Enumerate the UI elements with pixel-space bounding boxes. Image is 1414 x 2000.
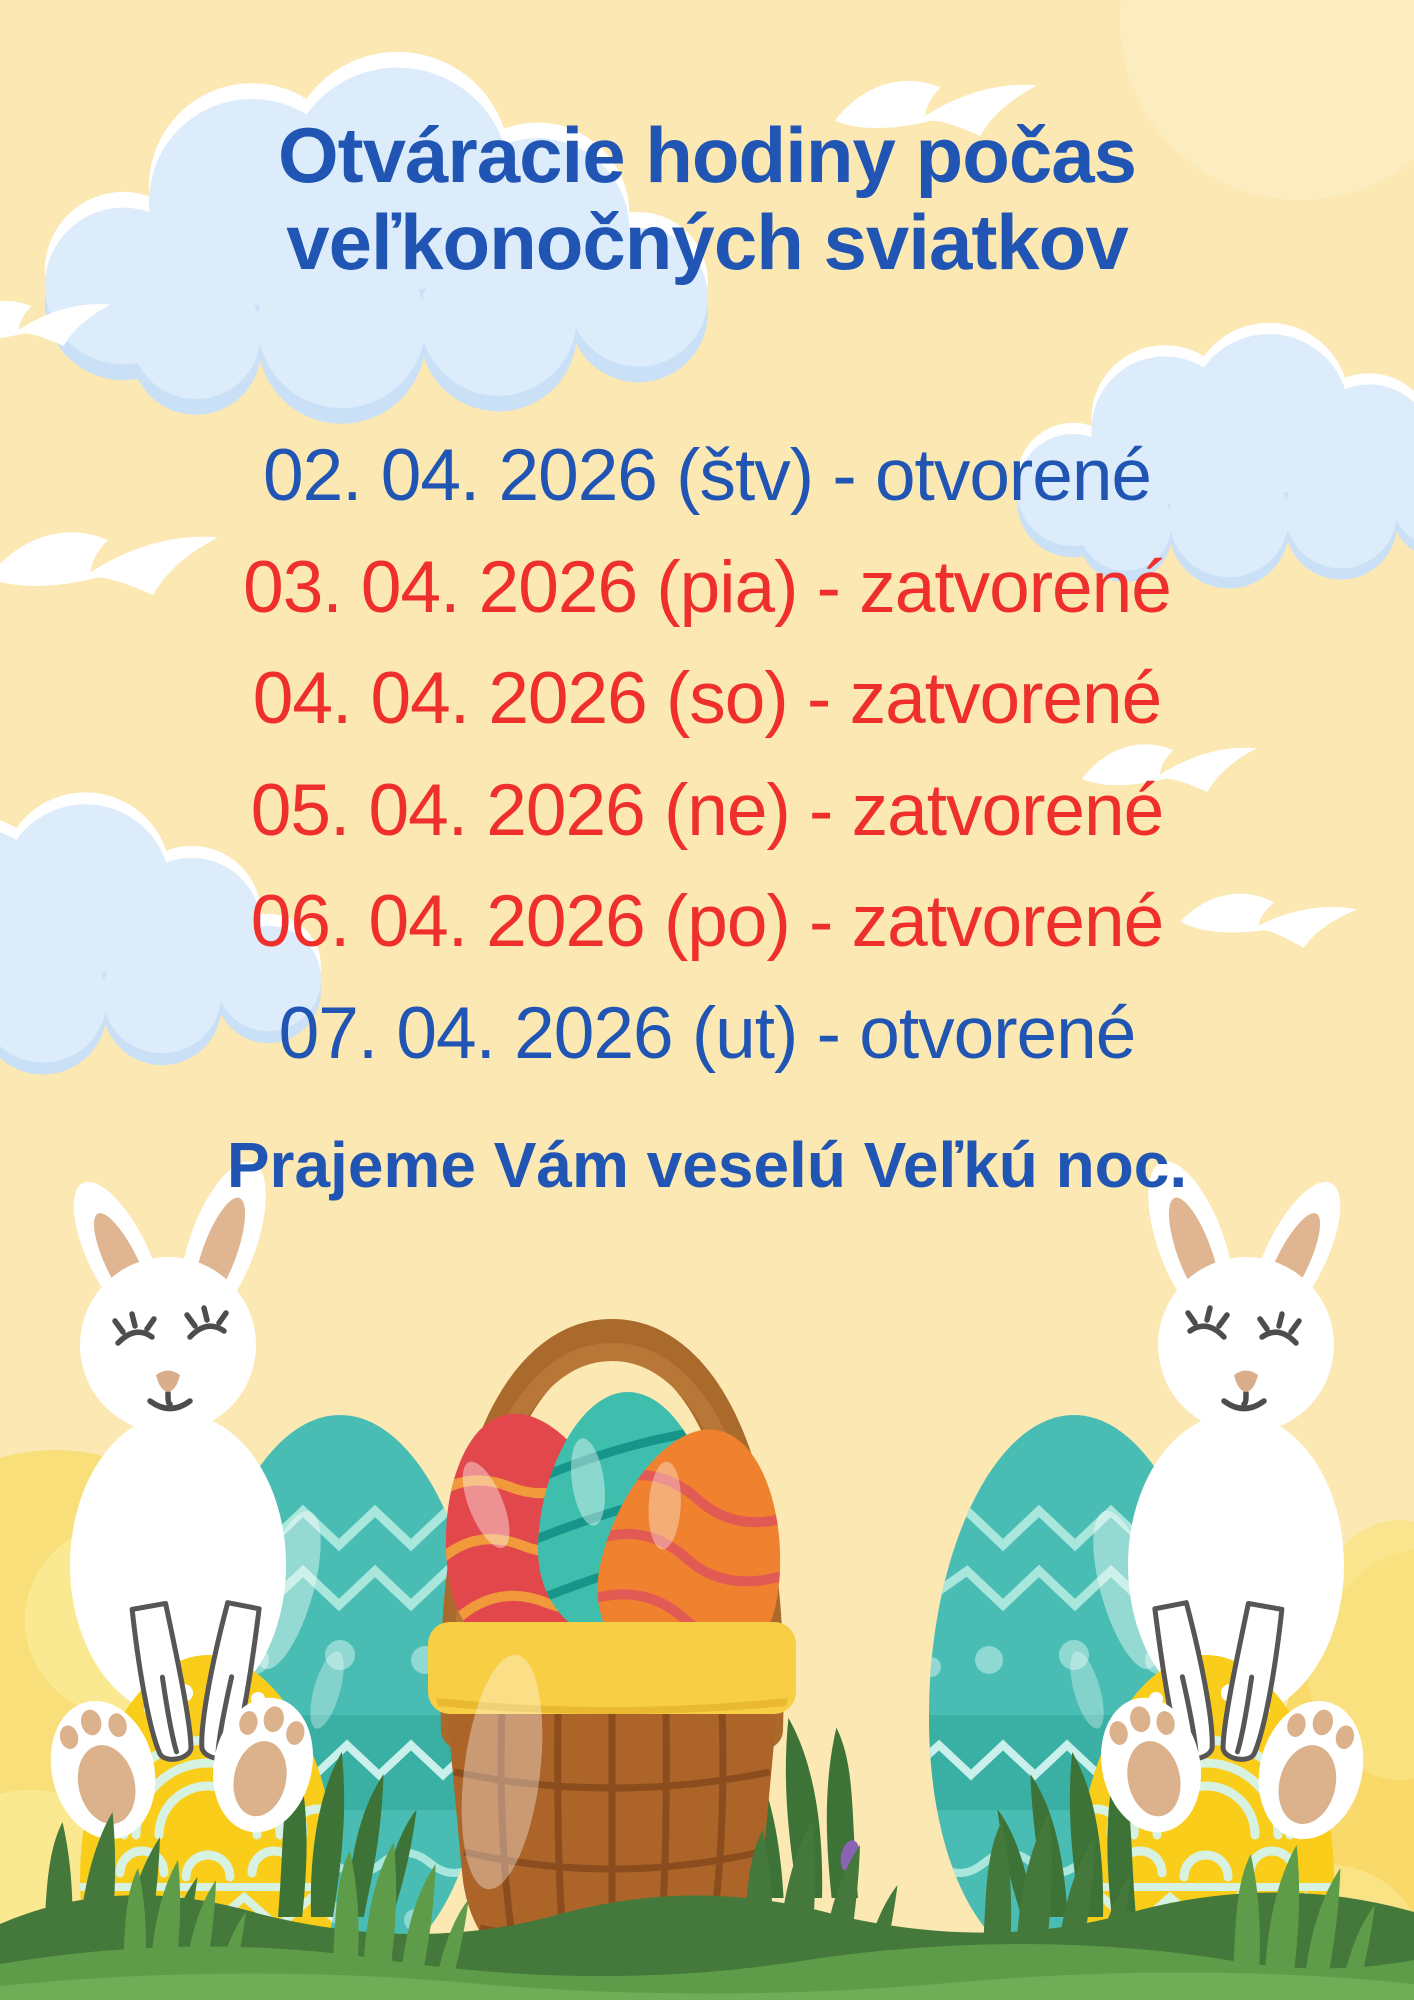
schedule-line: 03. 04. 2026 (pia) - zatvorené: [243, 546, 1171, 628]
schedule-line: 06. 04. 2026 (po) - zatvorené: [250, 881, 1164, 962]
schedule-list: [0, 420, 1414, 1089]
schedule-line: 04. 04. 2026 (so) - zatvorené: [252, 658, 1162, 739]
schedule-line: 05. 04. 2026 (ne) - zatvorené: [250, 769, 1164, 851]
page-title: [0, 112, 1414, 286]
schedule-line: 07. 04. 2026 (ut) - otvorené: [278, 992, 1136, 1074]
title-line-2: veľkonočných sviatkov: [286, 198, 1128, 286]
schedule-line: 02. 04. 2026 (štv) - otvorené: [262, 435, 1152, 516]
title-line-1: Otváracie hodiny počas: [278, 111, 1136, 199]
closing-message: Prajeme Vám veselú Veľkú noc.: [226, 1129, 1188, 1201]
